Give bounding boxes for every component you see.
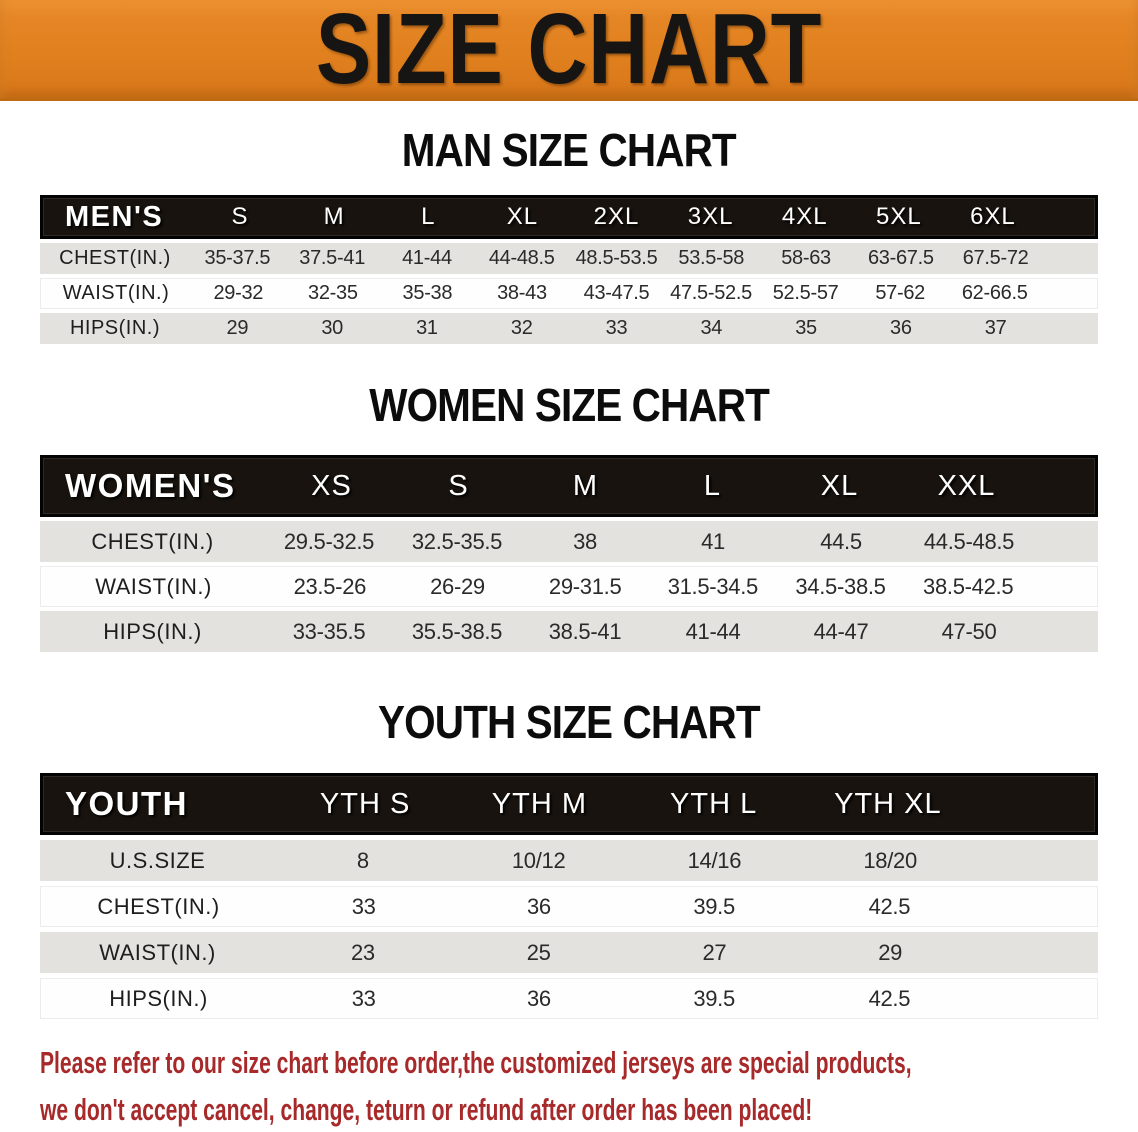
size-chart-banner [0, 0, 1138, 105]
table-cell: 14/16 [687, 847, 742, 873]
table-cell: 42.5 [868, 893, 911, 919]
table-cell: 8 [356, 847, 369, 873]
column-header-xxl: XXL [937, 469, 996, 502]
column-header-5xl: 5XL [875, 203, 922, 230]
column-header-3xl: 3XL [687, 203, 734, 230]
table-cell: 32.5-35.5 [411, 528, 503, 554]
table-cell: 44-48.5 [488, 247, 555, 269]
table-cell: 43-47.5 [583, 282, 650, 304]
table-cell: 35 [795, 317, 817, 339]
table-cell: 27 [702, 939, 727, 965]
table-cell: 23 [350, 939, 375, 965]
table-cell: 29 [226, 317, 249, 339]
table-cell: 35.5-38.5 [411, 618, 503, 644]
column-header-2xl: 2XL [593, 203, 640, 230]
table-cell: 25 [526, 939, 551, 965]
column-header-l: L [421, 203, 436, 230]
row-label: WAIST(IN.) [99, 939, 216, 965]
table-cell: 35-37.5 [204, 247, 271, 269]
women-section [0, 379, 1138, 652]
men-corner-label: MEN'S [65, 200, 164, 233]
table-cell: 33-35.5 [292, 618, 366, 644]
youth-heading-text: YOUTH SIZE CHART [378, 696, 760, 748]
row-label: CHEST(IN.) [59, 247, 171, 269]
disclaimer-line-2: we don't accept cancel, change, teturn or refund after order has been placed! [40, 1092, 813, 1127]
table-cell: 38.5-42.5 [923, 573, 1014, 599]
banner-title: SIZE CHART [315, 0, 823, 105]
table-cell: 18/20 [863, 847, 917, 873]
table-cell: 29.5-32.5 [283, 528, 375, 554]
table-cell: 30 [321, 317, 343, 339]
youth-section [0, 696, 1138, 1019]
table-cell: 38.5-41 [548, 618, 622, 644]
table-cell: 53.5-58 [678, 247, 745, 269]
youth-table-row [40, 932, 1098, 973]
men-table-header-row [40, 195, 1098, 239]
table-cell: 31.5-34.5 [667, 573, 758, 599]
men-section-heading [0, 124, 1138, 176]
table-cell: 23.5-26 [293, 573, 367, 599]
women-size-table [40, 455, 1098, 652]
table-cell: 32 [510, 317, 533, 339]
row-label: U.S.SIZE [109, 847, 206, 873]
column-header-s: S [448, 469, 469, 502]
column-header-yth-s: YTH S [319, 787, 411, 820]
men-size-table [40, 195, 1098, 344]
disclaimer [40, 1039, 1138, 1132]
table-cell: 33 [605, 317, 628, 339]
women-table-row [40, 566, 1098, 607]
table-cell: 52.5-57 [772, 282, 839, 304]
row-label: CHEST(IN.) [91, 528, 214, 554]
table-cell: 34 [700, 317, 723, 339]
table-cell: 67.5-72 [962, 247, 1029, 269]
table-cell: 41-44 [402, 247, 452, 269]
table-cell: 38 [573, 528, 597, 554]
disclaimer-line-1: Please refer to our size chart before order,the customized jerseys are special products, [40, 1045, 912, 1080]
row-label: WAIST(IN.) [62, 282, 170, 304]
table-cell: 44-47 [813, 618, 869, 644]
table-cell: 35-38 [402, 282, 453, 304]
men-section [0, 124, 1138, 344]
table-cell: 29-31.5 [548, 573, 622, 599]
column-header-yth-l: YTH L [670, 787, 758, 820]
youth-corner-label: YOUTH [65, 785, 188, 822]
men-table-row [40, 278, 1098, 309]
youth-table-header-row [40, 773, 1098, 835]
table-cell: 31 [416, 317, 438, 339]
table-cell: 62-66.5 [961, 282, 1028, 304]
row-label: HIPS(IN.) [109, 985, 208, 1011]
table-cell: 36 [890, 317, 912, 339]
table-cell: 41-44 [685, 618, 741, 644]
column-header-4xl: 4XL [781, 203, 828, 230]
men-table-row [40, 243, 1098, 274]
youth-section-heading [0, 696, 1138, 748]
women-table-header-row [40, 455, 1098, 517]
women-heading-text: WOMEN SIZE CHART [369, 379, 769, 431]
row-label: HIPS(IN.) [69, 317, 161, 339]
column-header-xs: XS [311, 469, 352, 502]
table-cell: 63-67.5 [867, 247, 934, 269]
table-cell: 41 [701, 528, 725, 554]
table-cell: 42.5 [868, 985, 911, 1011]
column-header-m: M [572, 469, 599, 502]
table-cell: 26-29 [430, 573, 485, 599]
column-header-yth-m: YTH M [491, 787, 587, 820]
men-heading-text: MAN SIZE CHART [401, 124, 736, 176]
women-table-row [40, 611, 1098, 652]
column-header-m: M [323, 203, 345, 230]
table-cell: 44.5-48.5 [923, 528, 1015, 554]
column-header-xl: XL [506, 203, 539, 230]
table-cell: 36 [526, 985, 551, 1011]
size-chart-sections [0, 124, 1138, 1019]
women-section-heading [0, 379, 1138, 431]
table-cell: 47-50 [941, 618, 997, 644]
youth-table-row [40, 840, 1098, 881]
column-header-s: S [231, 203, 249, 230]
women-table-row [40, 521, 1098, 562]
table-cell: 47.5-52.5 [670, 282, 752, 304]
women-corner-label: WOMEN'S [65, 467, 236, 504]
row-label: WAIST(IN.) [95, 573, 212, 599]
table-cell: 39.5 [693, 893, 735, 919]
table-cell: 29-32 [213, 282, 264, 304]
table-cell: 34.5-38.5 [795, 573, 886, 599]
column-header-6xl: 6XL [970, 203, 1016, 230]
table-cell: 33 [351, 893, 376, 919]
table-cell: 44.5 [820, 528, 862, 554]
youth-table-row [40, 886, 1098, 927]
table-cell: 36 [526, 893, 551, 919]
table-cell: 10/12 [511, 847, 566, 873]
youth-table-row [40, 978, 1098, 1019]
table-cell: 37.5-41 [299, 247, 366, 269]
table-cell: 57-62 [875, 282, 925, 304]
table-cell: 29 [878, 939, 903, 965]
row-label: CHEST(IN.) [97, 893, 220, 919]
table-cell: 33 [351, 985, 376, 1011]
column-header-xl: XL [820, 469, 859, 502]
table-cell: 48.5-53.5 [575, 247, 658, 269]
table-cell: 39.5 [693, 985, 735, 1011]
column-header-yth-xl: YTH XL [834, 787, 942, 820]
table-cell: 58-63 [781, 247, 831, 269]
row-label: HIPS(IN.) [103, 618, 202, 644]
column-header-l: L [703, 469, 722, 502]
table-cell: 32-35 [308, 282, 358, 304]
table-cell: 37 [984, 317, 1007, 339]
table-cell: 38-43 [497, 282, 547, 304]
youth-size-table [40, 773, 1098, 1019]
men-table-row [40, 313, 1098, 344]
